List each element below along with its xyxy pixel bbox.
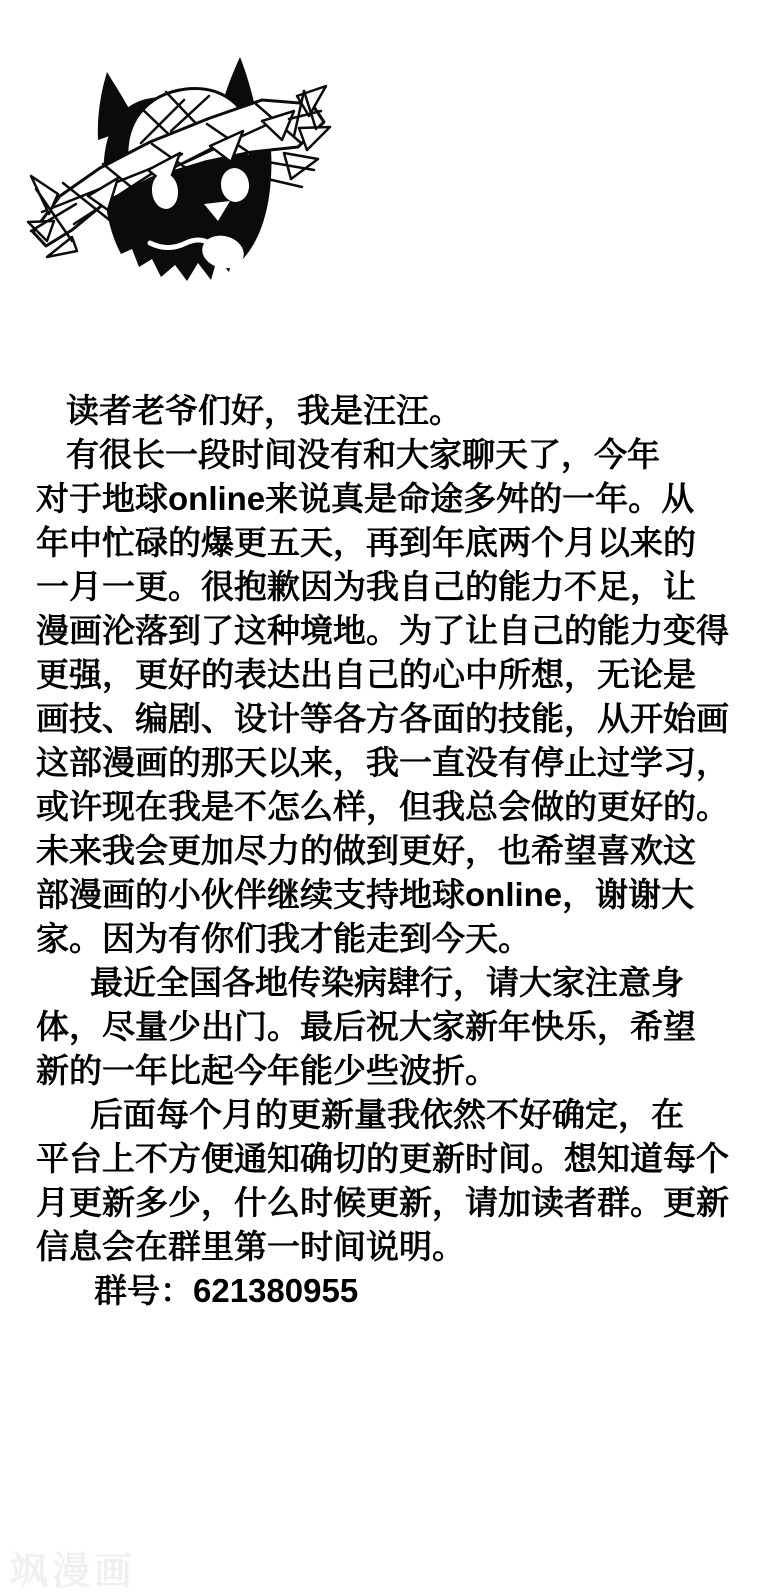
letter-line: 一月一更。很抱歉因为我自己的能力不足，让 xyxy=(36,568,696,605)
letter-line: 体，尽量少出门。最后祝大家新年快乐，希望 xyxy=(36,1008,696,1045)
letter-line: 画技、编剧、设计等各方各面的技能，从开始画 xyxy=(36,700,729,737)
letter-line: 信息会在群里第一时间说明。 xyxy=(36,1228,465,1265)
letter-line: 平台上不方便通知确切的更新时间。想知道每个 xyxy=(36,1140,729,1177)
letter-line: 部漫画的小伙伴继续支持地球online，谢谢大 xyxy=(36,876,695,913)
author-letter xyxy=(36,389,736,1313)
letter-line: 后面每个月的更新量我依然不好确定，在 xyxy=(90,1096,684,1133)
platform-watermark: 飒漫画 xyxy=(10,1551,137,1592)
letter-line: 群号：621380955 xyxy=(94,1272,359,1309)
letter-line: 新的一年比起今年能少些波折。 xyxy=(36,1052,498,1089)
letter-line: 或许现在我是不怎么样，但我总会做的更好的。 xyxy=(36,788,729,825)
letter-line: 更强，更好的表达出自己的心中所想，无论是 xyxy=(36,656,696,693)
letter-line: 未来我会更加尽力的做到更好，也希望喜欢这 xyxy=(36,832,696,869)
letter-line: 这部漫画的那天以来，我一直没有停止过学习， xyxy=(36,744,729,781)
letter-line: 漫画沦落到了这种境地。为了让自己的能力变得 xyxy=(36,612,729,649)
letter-line: 月更新多少，什么时候更新，请加读者群。更新 xyxy=(36,1184,729,1221)
cat-with-straw-hat-icon xyxy=(25,45,335,317)
letter-line: 家。因为有你们我才能走到今天。 xyxy=(36,920,531,957)
letter-line: 最近全国各地传染病肆行，请大家注意身 xyxy=(90,964,684,1001)
letter-line: 对于地球online来说真是命途多舛的一年。从 xyxy=(36,480,695,517)
letter-line: 读者老爷们好，我是汪汪。 xyxy=(66,392,462,429)
letter-line: 年中忙碌的爆更五天，再到年底两个月以来的 xyxy=(36,524,696,561)
letter-line: 有很长一段时间没有和大家聊天了，今年 xyxy=(66,436,660,473)
